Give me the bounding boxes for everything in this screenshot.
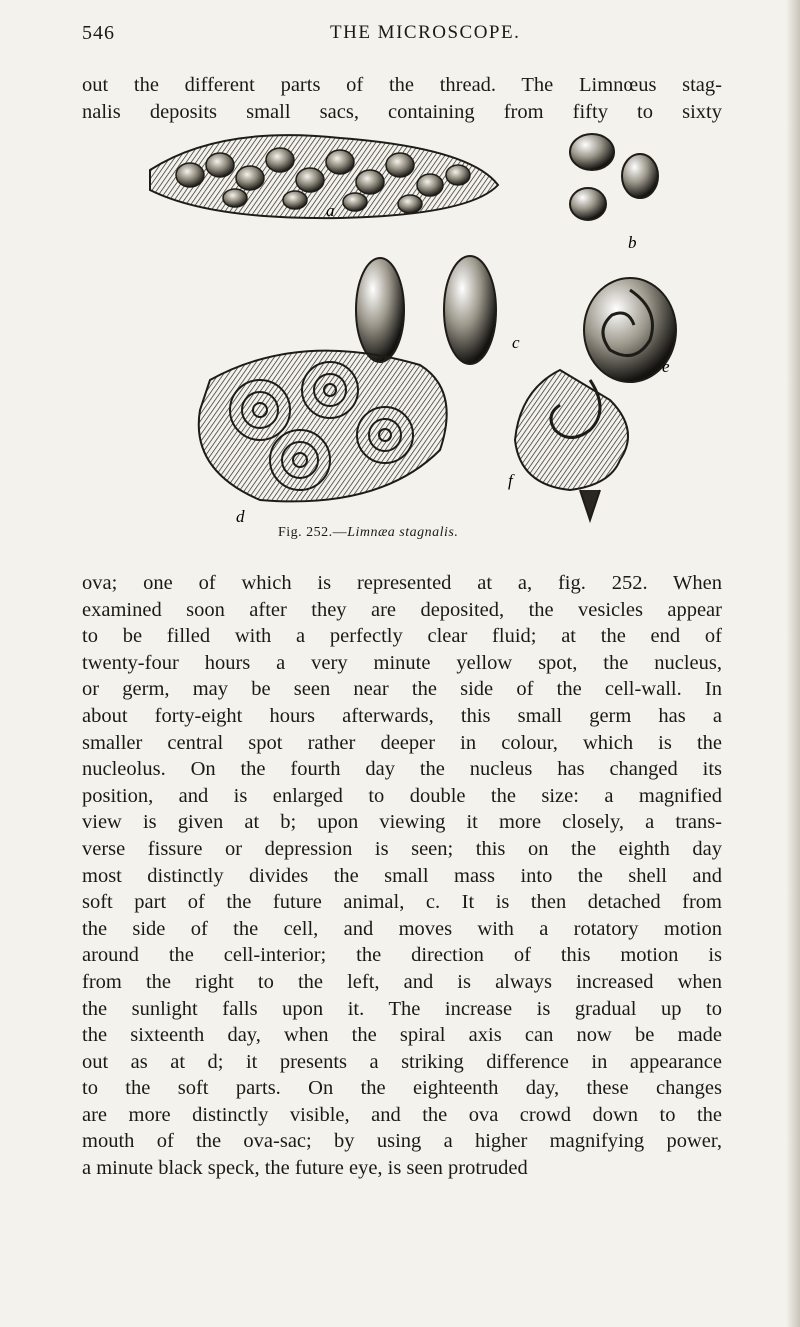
text-line: ova; one of which is represented at a, fig. 252. When: [82, 572, 722, 594]
text-line: or germ, may be seen near the side of the cell-wall. In: [82, 678, 722, 701]
page-number: 546: [82, 22, 115, 44]
text-line: around the cell-interior; the direction of this motion is: [82, 944, 722, 967]
ova-b-drawing: [570, 134, 658, 220]
text-line: examined soon after they are deposited, the vesicles appear: [82, 598, 722, 621]
figure-illustration: [140, 130, 700, 526]
figure-label-d: d: [236, 507, 245, 526]
shell-f-drawing: [515, 370, 628, 520]
figure-252: [140, 130, 700, 526]
text-line: the sunlight falls upon it. The increase is gradual up to: [82, 997, 722, 1020]
main-paragraph: [82, 570, 722, 1182]
text-line: nalis deposits small sacs, containing from fifty to sixty: [82, 100, 722, 123]
text-line: the side of the cell, and moves with a rotatory motion: [82, 917, 722, 940]
figure-label-f: f: [508, 471, 513, 490]
text-line: about forty-eight hours afterwards, this small germ has a: [82, 704, 722, 727]
text-line: twenty-four hours a very minute yellow spot, the nucleus,: [82, 651, 722, 674]
text-line: out as at d; it presents a striking difference in appearance: [82, 1050, 722, 1073]
figure-label-a: a: [326, 201, 335, 220]
text-line: the sixteenth day, when the spiral axis can now be made: [82, 1024, 722, 1047]
spiral-embryo-d-drawing: [199, 351, 447, 502]
text-line: verse fissure or depression is seen; this on the eighth day: [82, 837, 722, 860]
text-line: position, and is enlarged to double the size: a magnified: [82, 784, 722, 807]
figure-label-c: c: [512, 333, 520, 352]
text-line: mouth of the ova-sac; by using a higher magnifying power,: [82, 1130, 722, 1153]
page-edge-shadow: [786, 0, 800, 1327]
ova-sac-drawing: [150, 135, 498, 218]
running-head: [82, 22, 722, 52]
text-line: a minute black speck, the future eye, is seen protruded: [82, 1157, 528, 1180]
text-line: view is given at b; upon viewing it more closely, a trans-: [82, 811, 722, 834]
ova-c-drawing: [356, 256, 496, 364]
text-line: out the different parts of the thread. The Limnœus stag-: [82, 74, 722, 96]
text-line: from the right to the left, and is always increased when: [82, 970, 722, 993]
caption-prefix: Fig. 252.—: [278, 525, 348, 540]
text-line: to the soft parts. On the eighteenth day, these changes: [82, 1077, 722, 1100]
text-line: most distinctly divides the small mass into the shell and: [82, 864, 722, 887]
figure-label-b: b: [628, 233, 637, 252]
caption-species: Limnæa stagnalis.: [347, 525, 459, 540]
figure-caption: [278, 525, 458, 541]
running-title: THE MICROSCOPE.: [330, 22, 521, 43]
text-line: soft part of the future animal, c. It is then detached from: [82, 891, 722, 914]
text-line: nucleolus. On the fourth day the nucleus has changed its: [82, 758, 722, 781]
text-line: smaller central spot rather deeper in colour, which is the: [82, 731, 722, 754]
figure-label-e: e: [662, 357, 670, 376]
text-line: are more distinctly visible, and the ova crowd down to the: [82, 1103, 722, 1126]
text-line: to be filled with a perfectly clear fluid; at the end of: [82, 625, 722, 648]
top-paragraph: [82, 72, 722, 125]
